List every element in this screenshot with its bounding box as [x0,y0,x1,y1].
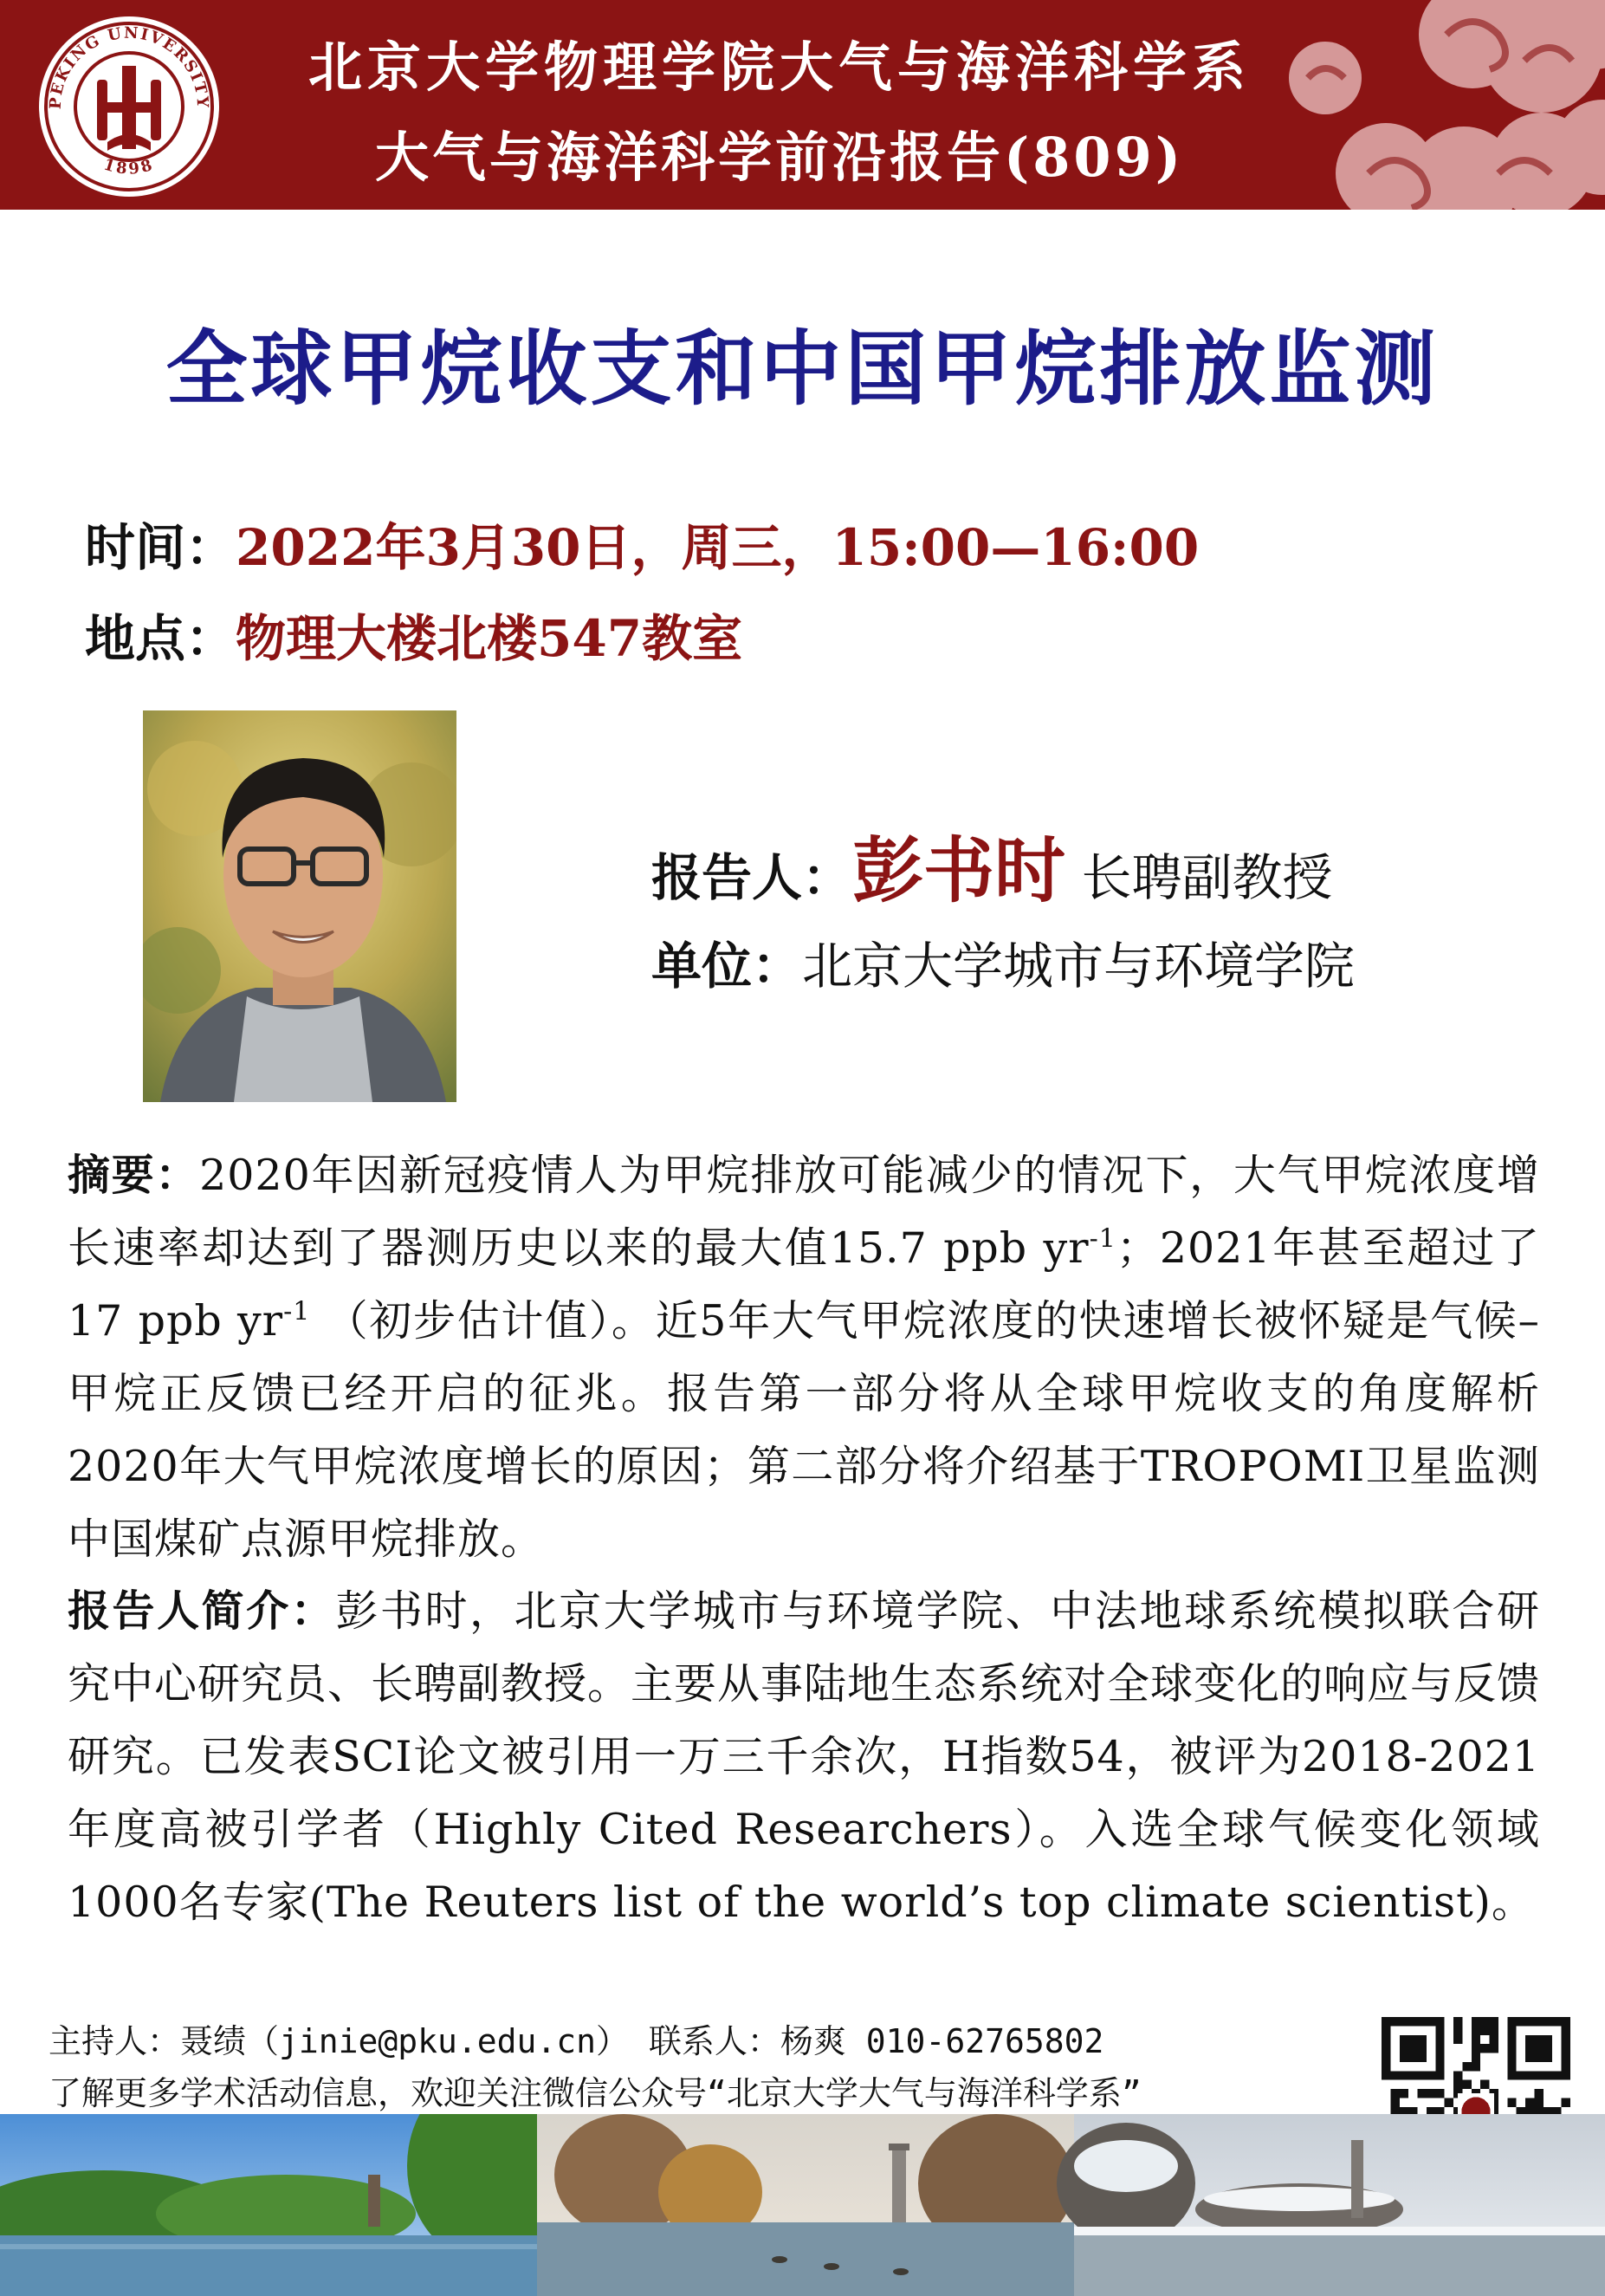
seal-year: 1898 [101,155,157,178]
autumn-lake-photo [537,2114,1074,2296]
abstract-label: 摘要： [68,1151,200,1200]
superscript-unit: -1 [1089,1223,1116,1255]
wechat-follow-line: 了解更多学术活动信息，欢迎关注微信公众号“北京大学大气与海洋科学系” [49,2074,1142,2112]
abstract-paragraph [68,1139,1540,1576]
bio-label: 报告人简介： [68,1586,336,1636]
bio-text: 彭书时，北京大学城市与环境学院、中法地球系统模拟联合研究中心研究员、长聘副教授。主要从事陆地生态系统对全球变化的响应与反馈研究。已发表SCI论文被引用一万三千余次，H指数54，被评为2018-2021年度高被引学者（Highly Cited Researchers）。入选全球气候变化领域1000名专家(The Reuters list of the world’s top climate scientist)。 [68,1586,1541,1927]
lecture-title: 全球甲烷收支和中国甲烷排放监测 [165,322,1440,417]
place-label: 地点： [85,609,236,668]
affiliation-row [651,925,1355,998]
peking-university-seal-icon [35,12,223,201]
speaker-bio-paragraph [68,1575,1540,1939]
host-contact-line: 主持人：聂绩（jinie@pku.edu.cn） 联系人：杨爽 010-62765802 [49,2022,1104,2060]
summer-lake-photo [0,2114,563,2296]
speaker-title: 长聘副教授 [1065,848,1333,907]
campus-scenery-strip [0,2114,1605,2296]
time-label: 时间： [85,518,236,577]
affiliation-value: 北京大学城市与环境学院 [802,937,1356,996]
lecture-series-name: 大气与海洋科学前沿报告(809) [374,126,1185,189]
abstract-text-part3: （初步估计值）。近5年大气甲烷浓度的快速增长被怀疑是气候–甲烷正反馈已经开启的征兆。报告第一部分将从全球甲烷收支的角度解析2020年大气甲烷浓度增长的原因；第二部分将介绍基于TROPOMI卫星监测中国煤矿点源甲烷排放。 [68,1296,1540,1564]
place-value: 物理大楼北楼547教室 [236,609,743,668]
abstract-text-part1: 2020年因新冠疫情人为甲烷排放可能减少的情况下，大气甲烷浓度增长速率却达到了器测历史以来的最大值15.7 ppb yr [68,1151,1540,1273]
speaker-label: 报告人： [651,848,853,907]
abstract-text-part2: ；2021年甚至超过了17 ppb yr [68,1223,1540,1346]
seal-top-text: PEKING UNIVERSITY [46,23,212,110]
superscript-unit: -1 [283,1296,311,1327]
speaker-name: 彭书时 [852,830,1066,912]
time-value: 2022年3月30日，周三，15:00—16:00 [236,518,1200,577]
winter-lake-photo [1057,2114,1605,2296]
speaker-row [651,814,1332,916]
time-row [85,507,1199,580]
place-row [85,598,742,671]
header-banner [0,0,1605,210]
affiliation-label: 单位： [651,937,803,996]
speaker-photo [143,710,456,1102]
auspicious-cloud-ornament-icon [1213,0,1605,210]
department-name: 北京大学物理学院大气与海洋科学系 [307,36,1251,99]
